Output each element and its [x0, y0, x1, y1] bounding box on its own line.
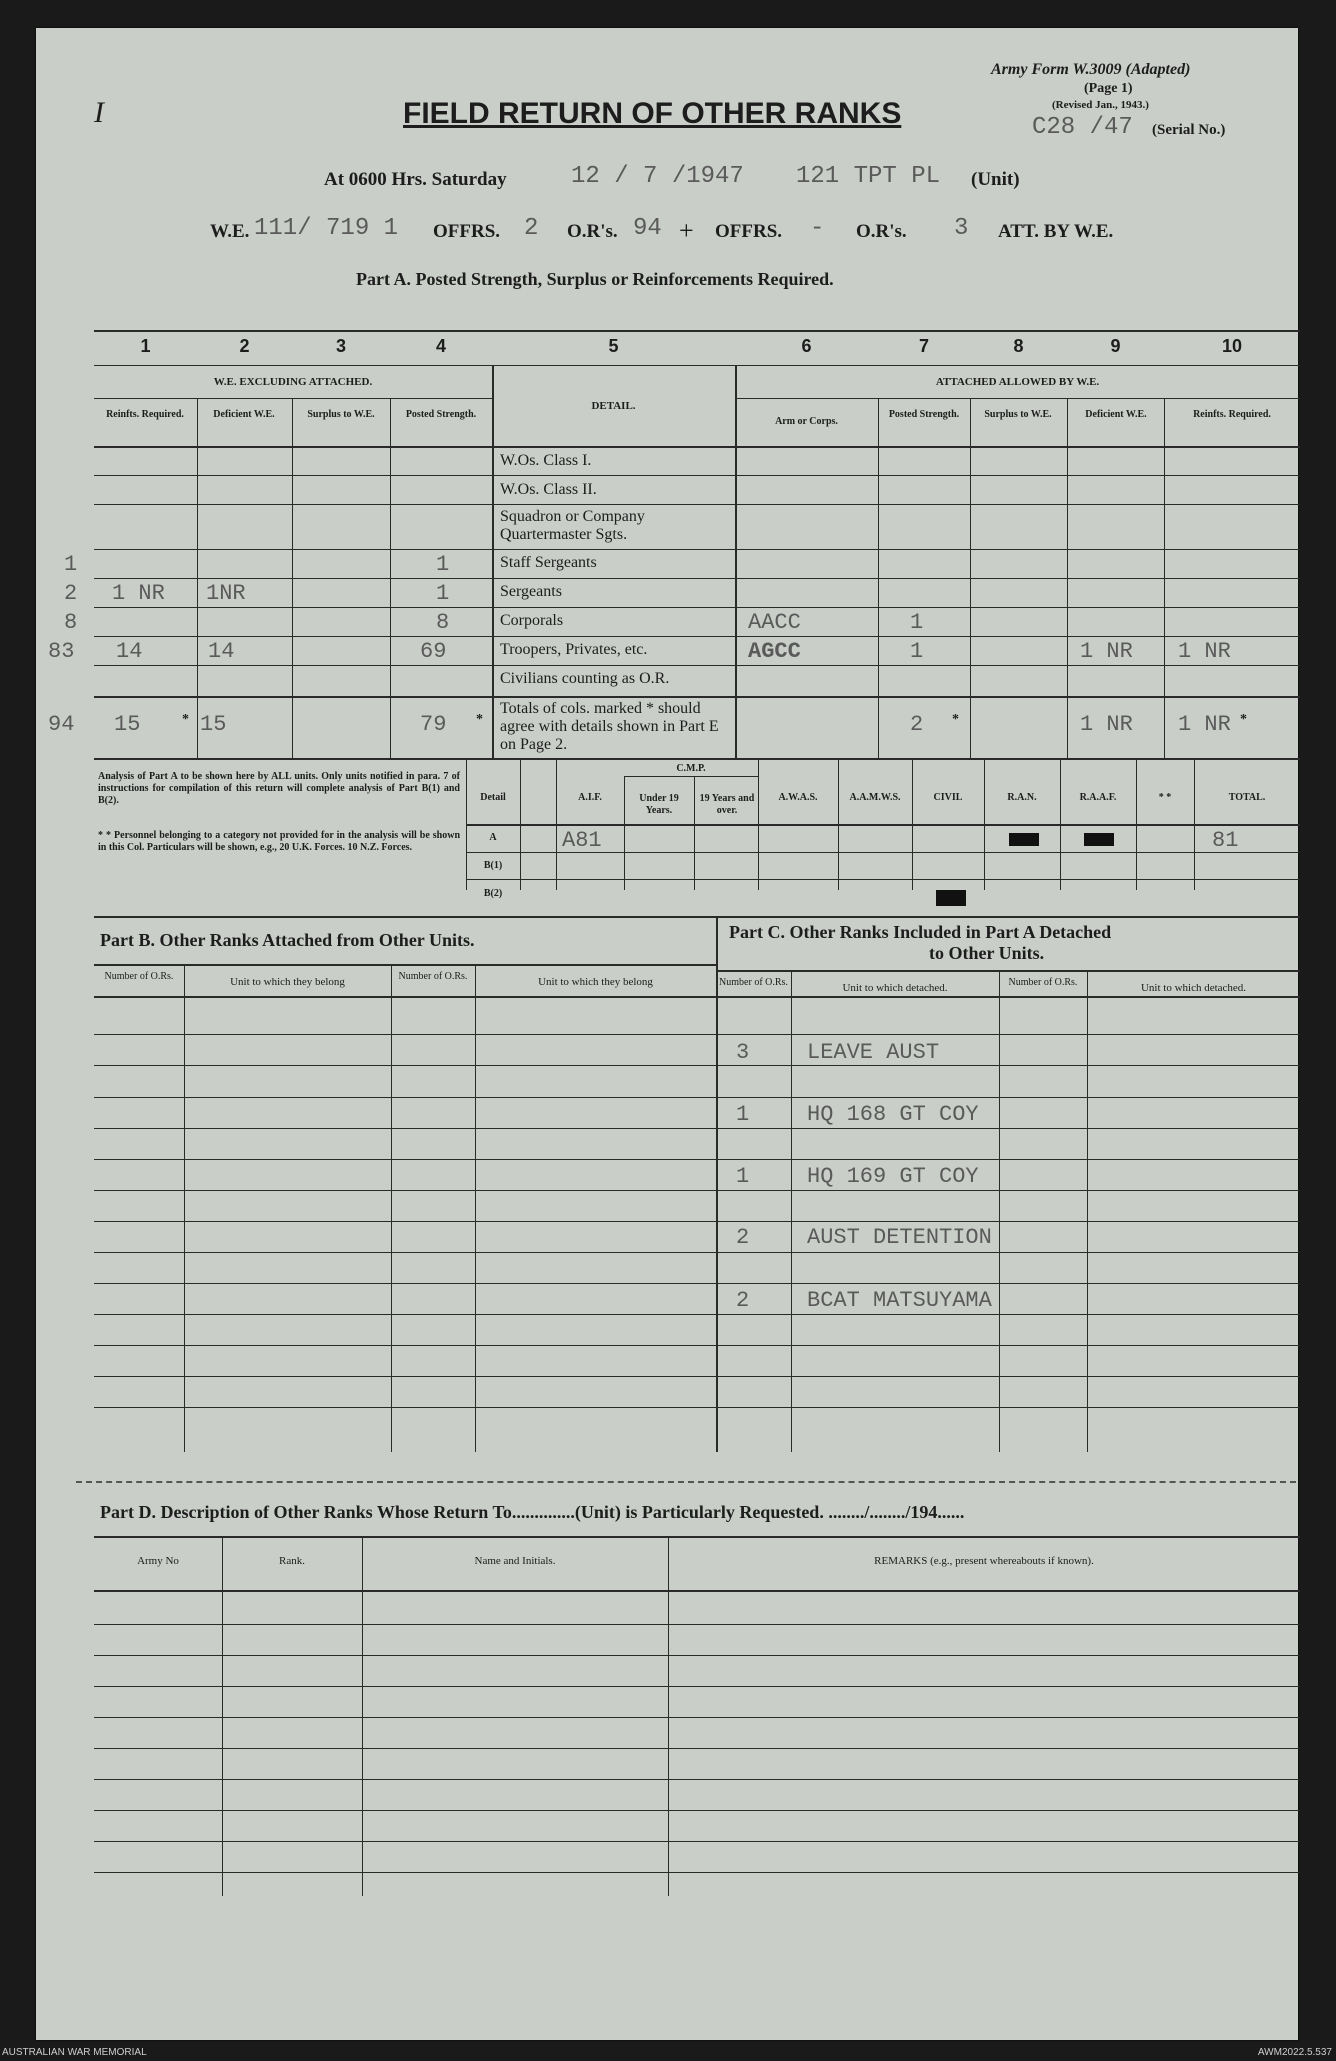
sub-header: Arm or Corps. [775, 416, 838, 427]
we-value: 111/ 719 1 [254, 215, 399, 242]
sub-header: Surplus to W.E. [984, 409, 1052, 420]
col-number: 1 [140, 336, 151, 356]
detached-unit: BCAT MATSUYAMA [807, 1288, 992, 1313]
part-b-col: Number of O.Rs. [104, 971, 174, 982]
offrs-value: 2 [524, 215, 539, 242]
sub-header: Posted Strength. [888, 409, 960, 420]
redaction-mark [1084, 833, 1114, 846]
ors2-label: O.R's. [856, 221, 907, 242]
total-deficient: 15 [200, 712, 227, 737]
sub-header: Deficient W.E. [1085, 409, 1147, 420]
cmp-header: C.M.P. [676, 763, 706, 774]
part-b-col: Number of O.Rs. [398, 971, 468, 982]
analysis-detail-header: Detail [480, 792, 506, 803]
part-b-title: Part B. Other Ranks Attached from Other Units. [100, 930, 475, 950]
col-number: 10 [1221, 336, 1243, 356]
part-c-col: Unit to which detached. [842, 982, 948, 994]
posted-strength-value: 1 [436, 552, 450, 577]
part-c-title-line: to Other Units. [929, 943, 1045, 963]
at-label: At 0600 Hrs. Saturday [324, 169, 507, 190]
we-label: W.E. [210, 221, 250, 242]
serial-label: (Serial No.) [1152, 122, 1226, 138]
total-attached-posted: 2 [910, 712, 924, 737]
star-mark: * [952, 712, 959, 727]
detached-unit: AUST DETENTION [807, 1225, 992, 1250]
aamws-header: A.A.M.W.S. [849, 792, 901, 803]
star-mark: * [1240, 712, 1247, 727]
offrs2-label: OFFRS. [715, 221, 783, 242]
attached-allowed-header: ATTACHED ALLOWED BY W.E. [935, 376, 1100, 388]
detached-unit: LEAVE AUST [807, 1040, 940, 1065]
analysis-row-a: A [489, 832, 497, 843]
detail-label: Civilians counting as O.R. [500, 670, 670, 687]
posted-strength-value: 8 [436, 610, 450, 635]
detail-label: Staff Sergeants [500, 554, 597, 571]
deficient-value: 1NR [206, 581, 246, 606]
margin-count: 94 [48, 712, 75, 737]
analysis-row-b1: B(1) [483, 860, 503, 871]
fold-line [76, 1481, 1296, 1483]
detached-count: 2 [736, 1225, 750, 1250]
total-attached-reinfts: 1 NR [1178, 712, 1231, 737]
arm-corps-value: AGCC [748, 639, 801, 664]
sub-header: Reinfts. Required. [1193, 409, 1271, 420]
total-attached-deficient: 1 NR [1080, 712, 1133, 737]
part-d-col: Name and Initials. [474, 1555, 556, 1567]
col-number: 6 [801, 336, 812, 356]
cmp-under19-header: Under 19 Years. [639, 793, 679, 816]
col-number: 2 [239, 336, 250, 356]
page-title: FIELD RETURN OF OTHER RANKS [403, 97, 902, 130]
detail-label: Sergeants [500, 583, 562, 600]
col-number: 5 [608, 336, 619, 356]
col-number: 9 [1110, 336, 1121, 356]
ors-label: O.R's. [567, 221, 618, 242]
part-c-col: Number of O.Rs. [719, 977, 788, 988]
unit-label: (Unit) [971, 169, 1020, 190]
total-header: TOTAL. [1228, 792, 1266, 803]
reinfts-value: 14 [116, 639, 143, 664]
margin-count: 83 [48, 639, 75, 664]
attached-deficient-value: 1 NR [1080, 639, 1133, 664]
form-revised: (Revised Jan., 1943.) [1052, 99, 1149, 111]
posted-strength-value: 1 [436, 581, 450, 606]
total-reinfts: 15 [114, 712, 141, 737]
part-c-col: Unit to which detached. [1140, 982, 1247, 994]
detail-header: DETAIL. [591, 400, 636, 412]
other-category-header: * * [1158, 792, 1172, 803]
part-c-title-line: Part C. Other Ranks Included in Part A Detached [729, 922, 1112, 942]
ors-value: 94 [633, 215, 662, 242]
attached-posted-value: 1 [910, 610, 924, 635]
detached-count: 3 [736, 1040, 750, 1065]
col-number: 7 [918, 336, 929, 356]
offrs2-value: - [810, 215, 825, 242]
detached-count: 1 [736, 1102, 750, 1127]
part-b-col: Unit to which they belong [230, 976, 345, 988]
aif-value: A81 [562, 828, 602, 853]
plus-sign: + [679, 216, 694, 245]
detached-count: 1 [736, 1164, 750, 1189]
col-number: 8 [1013, 336, 1024, 356]
margin-count: 2 [64, 581, 78, 606]
arm-corps-value: AACC [748, 610, 801, 635]
posted-strength-value: 69 [420, 639, 447, 664]
offrs-label: OFFRS. [433, 221, 501, 242]
detached-count: 2 [736, 1288, 750, 1313]
we-excluding-header: W.E. EXCLUDING ATTACHED. [213, 376, 373, 388]
star-mark: * [476, 712, 483, 727]
attached-reinfts-value: 1 NR [1178, 639, 1231, 664]
sub-header: Deficient W.E. [213, 409, 275, 420]
reinfts-value: 1 NR [112, 581, 165, 606]
analysis-row-b2: B(2) [483, 888, 503, 899]
col-number: 4 [435, 336, 446, 356]
analysis-note-2: * * Personnel belonging to a category not provided for in the analysis will be shown in this Col. Particulars will be shown, e.g., 20 U.K. Forces. 10 N.Z. Forces. [98, 830, 460, 853]
ran-header: R.A.N. [1007, 792, 1037, 803]
attached-posted-value: 1 [910, 639, 924, 664]
footer-left: AUSTRALIAN WAR MEMORIAL [2, 2047, 147, 2058]
corner-mark: I [94, 96, 104, 129]
total-value: 81 [1212, 828, 1239, 853]
detail-label: W.Os. Class I. [500, 452, 592, 469]
date-value: 12 / 7 /1947 [571, 163, 744, 190]
sub-header: Reinfts. Required. [106, 409, 184, 420]
detail-label: Troopers, Privates, etc. [500, 641, 648, 658]
raaf-header: R.A.A.F. [1079, 792, 1117, 803]
form-page: (Page 1) [1084, 81, 1133, 96]
detached-unit: HQ 169 GT COY [807, 1164, 979, 1189]
awas-header: A.W.A.S. [778, 792, 818, 803]
part-d-col: Rank. [279, 1555, 305, 1567]
form-sheet [36, 28, 1298, 2040]
detail-label: Corporals [500, 612, 564, 629]
star-mark: * [182, 712, 189, 727]
analysis-note: Analysis of Part A to be shown here by ALL units. Only units notified in para. 7 of instructions for compilation of this return will complete analysis of Part B(1) and B(2). [98, 771, 460, 806]
detail-label: W.Os. Class II. [500, 481, 597, 498]
col-number: 3 [335, 336, 346, 356]
serial-value: C28 /47 [1032, 114, 1133, 141]
footer-right: AWM2022.5.537 [1257, 2047, 1332, 2058]
detached-unit: HQ 168 GT COY [807, 1102, 979, 1127]
part-d-col: Army No [137, 1555, 179, 1567]
part-c-title [699, 922, 1299, 964]
part-b-col: Unit to which they belong [538, 976, 653, 988]
form-number: Army Form W.3009 (Adapted) [991, 61, 1191, 78]
sub-header: Surplus to W.E. [307, 409, 375, 420]
unit-value: 121 TPT PL [796, 163, 941, 190]
part-c-col: Number of O.Rs. [1008, 977, 1078, 988]
total-posted: 79 [420, 712, 447, 737]
redaction-mark [1009, 833, 1039, 846]
sub-header: Posted Strength. [405, 409, 477, 420]
ors2-value: 3 [954, 215, 969, 242]
margin-count: 8 [64, 610, 78, 635]
totals-label: Totals of cols. marked * should agree with details shown in Part E on Page 2. [500, 700, 719, 753]
aif-header: A.I.F. [578, 792, 602, 803]
part-d-title: Part D. Description of Other Ranks Whose Return To..............(Unit) is Particularly Requested. ......../......../194...... [100, 1502, 965, 1522]
margin-count: 1 [64, 552, 78, 577]
att-label: ATT. BY W.E. [998, 221, 1114, 242]
civil-header: CIVIL [933, 792, 963, 803]
redaction-mark [936, 890, 966, 906]
part-a-title: Part A. Posted Strength, Surplus or Reinforcements Required. [356, 269, 834, 289]
part-d-col: REMARKS (e.g., present whereabouts if known). [874, 1555, 1094, 1567]
cmp-over19-header: 19 Years and over. [699, 793, 755, 816]
deficient-value: 14 [208, 639, 235, 664]
detail-label: Squadron or Company Quartermaster Sgts. [500, 508, 645, 543]
